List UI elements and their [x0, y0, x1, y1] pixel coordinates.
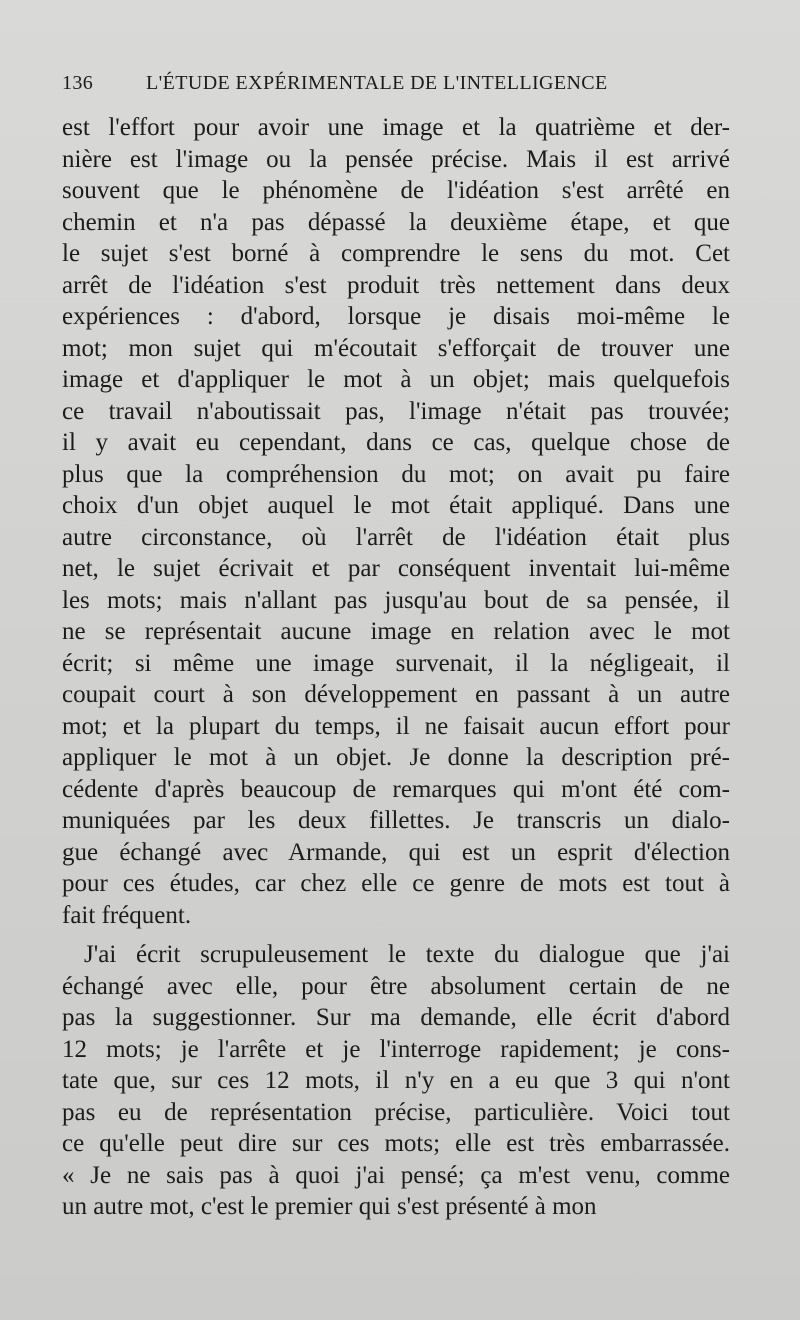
- running-title: L'ÉTUDE EXPÉRIMENTALE DE L'INTELLIGENCE: [146, 72, 608, 94]
- text-line: est l'effort pour avoir une image et la quatrième et der-: [62, 114, 730, 141]
- text-line: mot; et la plupart du temps, il ne faisait aucun effort pour: [62, 712, 730, 740]
- text-line: arrêt de l'idéation s'est produit très nettement dans deux: [62, 271, 730, 299]
- text-line: coupait court à son développement en passant à un autre: [62, 681, 730, 708]
- text-line: mot; mon sujet qui m'écoutait s'efforçait de trouver une: [62, 334, 730, 362]
- text-line: chemin et n'a pas dépassé la deuxième étape, et que: [62, 208, 730, 236]
- paragraph-gap: [62, 931, 730, 939]
- text-line: écrit; si même une image survenait, il la négligeait, il: [62, 649, 730, 677]
- text-line: le sujet s'est borné à comprendre le sens du mot. Cet: [62, 240, 730, 267]
- text-line: expériences : d'abord, lorsque je disais moi-même le: [62, 303, 730, 330]
- text-line: pour ces études, car chez elle ce genre de mots est tout à: [62, 870, 730, 897]
- text-line: 12 mots; je l'arrête et je l'interroge rapidement; je cons-: [62, 1035, 730, 1063]
- paragraph: [62, 112, 730, 931]
- text-line: J'ai écrit scrupuleusement le texte du dialogue que j'ai: [84, 941, 730, 968]
- text-line: pas eu de représentation précise, particulière. Voici tout: [62, 1098, 730, 1126]
- text-line: échangé avec elle, pour être absolument certain de ne: [62, 972, 730, 1000]
- text-line: tate que, sur ces 12 mots, il n'y en a eu que 3 qui n'ont: [62, 1067, 730, 1094]
- body-text: [62, 112, 730, 1223]
- text-line: il y avait eu cependant, dans ce cas, quelque chose de: [62, 429, 730, 456]
- text-line: choix d'un objet auquel le mot était appliqué. Dans une: [62, 492, 730, 519]
- text-line: gue échangé avec Armande, qui est un esprit d'élection: [62, 838, 730, 866]
- paragraph: [62, 939, 730, 1223]
- text-line: pas la suggestionner. Sur ma demande, elle écrit d'abord: [62, 1004, 730, 1031]
- text-line: ce travail n'aboutissait pas, l'image n'était pas trouvée;: [62, 397, 730, 425]
- text-line: souvent que le phénomène de l'idéation s'est arrêté en: [62, 177, 730, 204]
- text-line: net, le sujet écrivait et par conséquent inventait lui-même: [62, 555, 730, 582]
- running-header: [62, 72, 662, 102]
- text-line: image et d'appliquer le mot à un objet; mais quelquefois: [62, 366, 730, 393]
- text-line: fait fréquent.: [62, 901, 192, 929]
- text-line: autre circonstance, où l'arrêt de l'idéation était plus: [62, 523, 730, 551]
- text-line: plus que la compréhension du mot; on avait pu faire: [62, 460, 730, 488]
- text-line: ne se représentait aucune image en relation avec le mot: [62, 618, 730, 645]
- text-line: appliquer le mot à un objet. Je donne la description pré-: [62, 744, 730, 771]
- page-number: 136: [62, 72, 94, 94]
- text-line: ce qu'elle peut dire sur ces mots; elle est très embarrassée.: [62, 1130, 730, 1157]
- text-line: cédente d'après beaucoup de remarques qui m'ont été com-: [62, 775, 730, 803]
- text-line: « Je ne sais pas à quoi j'ai pensé; ça m'est venu, comme: [62, 1161, 730, 1189]
- text-line: les mots; mais n'allant pas jusqu'au bout de sa pensée, il: [62, 586, 730, 614]
- text-line: un autre mot, c'est le premier qui s'est présenté à mon: [62, 1193, 597, 1220]
- text-line: muniquées par les deux fillettes. Je transcris un dialo-: [62, 807, 730, 834]
- text-line: nière est l'image ou la pensée précise. Mais il est arrivé: [62, 145, 730, 173]
